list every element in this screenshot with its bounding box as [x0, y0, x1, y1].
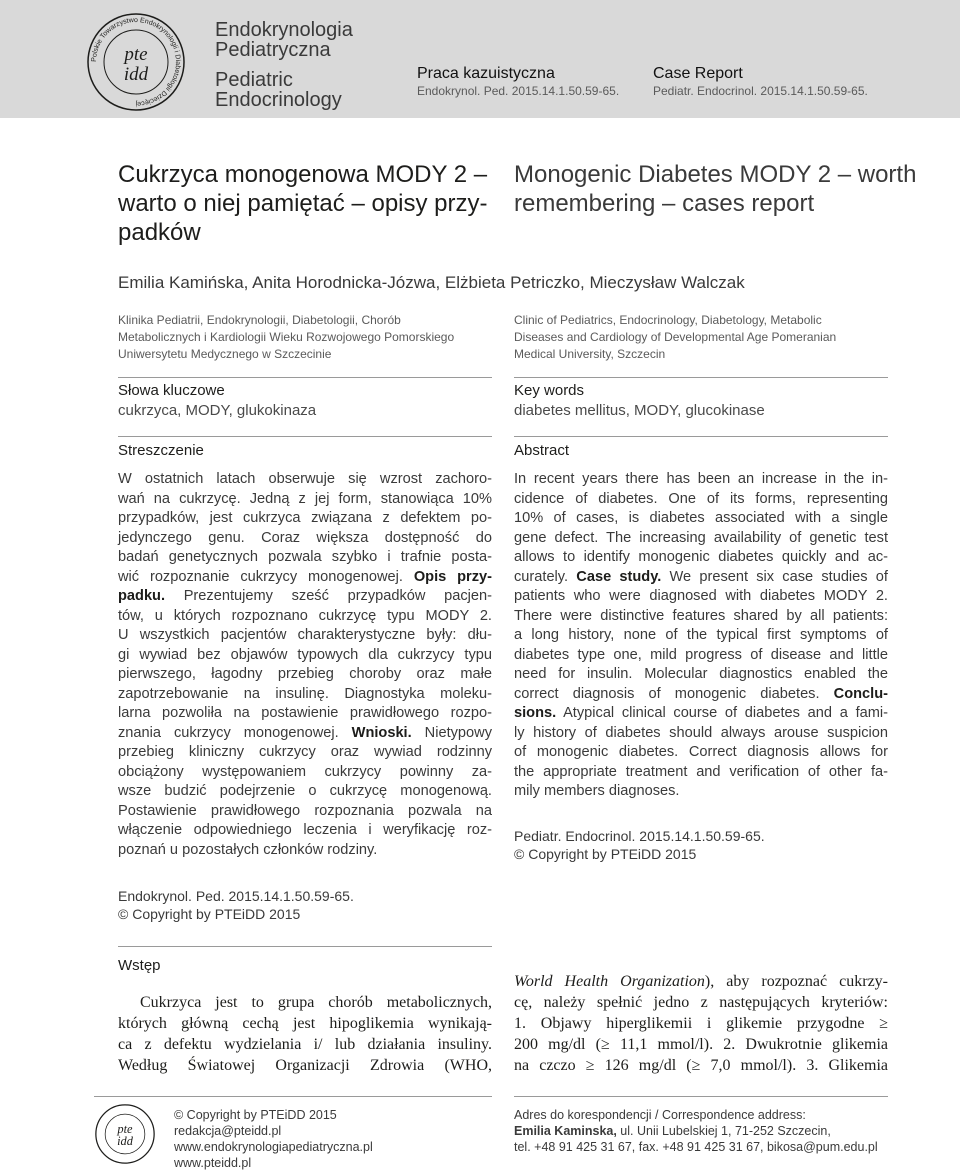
correspondence-street: ul. Unii Lubelskiej 1, 71-252 Szczecin, — [616, 1124, 831, 1138]
abstract-fragment: Prezentujemy sześć przypadków pacjen- — [183, 588, 492, 604]
section-label-conclusions: sions. — [514, 705, 557, 721]
pteidd-logo-small — [94, 1103, 156, 1165]
body-line: na czczo ≥ 126 mg/dl (≥ 7,0 mmol/l). 3. Glikemia — [514, 1057, 888, 1074]
abstract-line: włączenie odpowiedniego leczenia i weryfikację roz- — [118, 822, 492, 838]
abstract-line: zapotrzebowanie na insulinę. Diagnostyka moleku- — [118, 685, 492, 702]
abstract-line: poznań u pozostałych członków rodziny. — [118, 841, 378, 858]
body-line: ca z defektu wydzielania i/ lub działania insuliny. — [118, 1036, 492, 1053]
abstract-line: tów, u których rozpoznano cukrzycę typu MODY 2. — [118, 607, 492, 624]
abstract-line: gene defect. The increasing availability of genetic test — [514, 529, 888, 546]
abstract-line: badań genetycznych pozwala szybko i trafnie posta- — [118, 549, 492, 565]
copyright-line: © Copyright by PTEiDD 2015 — [514, 846, 697, 862]
divider — [118, 436, 492, 437]
abstract-en-heading: Abstract — [514, 442, 570, 459]
section-label-conclusions: Conclu- — [833, 685, 888, 702]
affiliation-line: Klinika Pediatrii, Endokrynologii, Diabetologii, Chorób — [118, 313, 401, 327]
abstract-fragment: wić rozpoznanie cukrzycy monogenowej. — [118, 568, 403, 585]
divider — [514, 1096, 888, 1097]
intro-text-right — [514, 971, 888, 1076]
abstract-line: przypadków, jest cukrzyca związana z defektem po- — [118, 510, 492, 526]
citation-line: Endokrynol. Ped. 2015.14.1.50.59-65. — [118, 888, 354, 904]
keywords-pl-label: Słowa kluczowe — [118, 382, 225, 399]
abstract-fragment: curately. — [514, 568, 569, 585]
abstract-line: patients who were diagnosed with diabetes MODY 2. — [514, 588, 888, 604]
abstract-line: pierwszego, łagodny przebieg choroby oraz małe — [118, 666, 492, 682]
body-line: cę, należy spełnić jedno z następujących kryteriów: — [514, 994, 888, 1011]
divider — [118, 946, 492, 947]
article-type-en-label: Case Report — [653, 65, 743, 82]
abstract-line: diabetes type one, mild progress of disease and little — [514, 646, 888, 663]
abstract-line: mily members diagnoses. — [514, 783, 680, 799]
section-label-case: padku. — [118, 588, 166, 604]
abstract-line: wsze budzić podejrzenie o cukrzycę monogenową. — [118, 783, 492, 799]
body-line: Cukrzyca jest to grupa chorób metabolicznych, — [140, 994, 492, 1011]
divider — [514, 436, 888, 437]
who-name: World Health Organization — [514, 973, 705, 990]
section-label-case: Case study. — [576, 568, 662, 585]
abstract-fragment: Atypical clinical course of diabetes and a fami- — [563, 705, 888, 721]
abstract-line: W ostatnich latach obserwuje się wzrost zachoro- — [118, 471, 492, 487]
abstract-line — [118, 724, 492, 744]
body-fragment: ), aby rozpoznać cukrzy- — [704, 973, 888, 990]
article-citation-pl: Endokrynol. Ped. 2015.14.1.50.59-65. — [417, 84, 620, 98]
affiliation-en — [514, 312, 836, 363]
abstract-fragment: Nietypowy — [424, 724, 492, 741]
abstract-fragment: znania cukrzycy monogenowej. — [118, 724, 339, 741]
title-pl-line: warto o niej pamiętać – opisy przy- — [118, 190, 488, 217]
journal-title-en-2: Endocrinology — [215, 89, 342, 111]
abstract-line: jedynczego genu. Coraz większa dostępność do — [118, 529, 492, 546]
abstract-line — [118, 587, 492, 607]
correspondence-line — [514, 1123, 878, 1139]
abstract-line: There were distinctive features shared by all patients: — [514, 607, 888, 624]
footer-website-link[interactable]: www.pteidd.pl — [174, 1156, 252, 1170]
intro-heading: Wstęp — [118, 957, 161, 974]
abstract-line — [514, 568, 888, 588]
journal-header — [0, 0, 960, 118]
copyright-line: © Copyright by PTEiDD 2015 — [118, 906, 301, 922]
section-label-conclusions: Wnioski. — [351, 724, 412, 741]
keywords-en-label: Key words — [514, 382, 585, 399]
journal-title — [215, 20, 353, 110]
abstract-fragment: correct diagnosis of monogenic diabetes. — [514, 685, 820, 702]
divider — [514, 377, 888, 378]
abstract-line: U wszystkich pacjentów charakterystyczne były: dłu- — [118, 627, 492, 643]
article-title-en — [514, 160, 934, 218]
abstract-line: przebieg kliniczny cukrzycy oraz wywiad rodzinny — [118, 744, 492, 760]
affiliation-line: Medical University, Szczecin — [514, 347, 666, 361]
title-pl-line: Cukrzyca monogenowa MODY 2 – — [118, 161, 488, 188]
author-list: Emilia Kamińska, Anita Horodnicka-Józwa, Elżbieta Petriczko, Mieczysław Walczak — [118, 273, 745, 292]
footer-copyright: © Copyright by PTEiDD 2015 — [174, 1108, 337, 1122]
abstract-line: obciążony występowaniem cukrzycy powinny za- — [118, 763, 492, 780]
abstract-line: of monogenic diabetes. Correct diagnosis allows for — [514, 744, 888, 760]
title-en-line: Monogenic Diabetes MODY 2 – worth — [514, 161, 917, 188]
affiliation-line: Clinic of Pediatrics, Endocrinology, Diabetology, Metabolic — [514, 313, 822, 327]
body-line: 200 mg/dl (≥ 11,1 mmol/l). 2. Dwukrotnie glikemia — [514, 1036, 888, 1053]
affiliation-line: Metabolicznych i Kardiologii Wieku Rozwojowego Pomorskiego — [118, 330, 455, 344]
article-title-pl — [118, 160, 498, 247]
abstract-line: In recent years there has been an increase in the in- — [514, 471, 888, 487]
abstract-line: need for insulin. Molecular diagnostics enabled the — [514, 666, 888, 682]
affiliation-line: Diseases and Cardiology of Developmental Age Pomeranian — [514, 330, 837, 344]
citation-en-block — [514, 827, 765, 863]
abstract-line — [118, 568, 492, 588]
svg-text:idd: idd — [123, 64, 149, 85]
citation-pl-block — [118, 887, 354, 923]
abstract-line: wań na cukrzycę. Jedną z jej form, stanowiąca 10% — [118, 490, 492, 507]
keywords-pl-text: cukrzyca, MODY, glukokinaza — [118, 402, 317, 419]
abstract-fragment: We present six case studies of — [669, 568, 888, 585]
body-line — [514, 971, 888, 992]
body-line: Według Światowej Organizacji Zdrowia (WHO, — [118, 1057, 492, 1074]
abstract-line — [514, 704, 888, 724]
divider — [118, 377, 492, 378]
article-type-pl — [417, 64, 619, 99]
title-pl-line: padków — [118, 219, 201, 246]
svg-text:Polskie Towarzystwo Endokrynol: Polskie Towarzystwo Endokrynologii i Diabetologii Dziecięcej — [90, 16, 182, 108]
footer-email-link[interactable]: redakcja@pteidd.pl — [174, 1124, 282, 1138]
abstract-line: 10% of cases, is diabetes associated with a single — [514, 510, 888, 526]
svg-text:idd: idd — [117, 1134, 133, 1149]
abstract-pl-text — [118, 470, 492, 860]
affiliation-pl — [118, 312, 454, 363]
article-type-en — [653, 64, 868, 99]
journal-title-pl-1: Endokrynologia — [215, 19, 353, 41]
abstract-line: Postawienie prawidłowego rozpoznania pozwala na — [118, 802, 492, 819]
correspondence-label: Adres do korespondencji / Correspondence address: — [514, 1108, 806, 1122]
article-citation-en: Pediatr. Endocrinol. 2015.14.1.50.59-65. — [653, 84, 868, 98]
affiliation-line: Uniwersytetu Medycznego w Szczecinie — [118, 347, 332, 361]
correspondence-name: Emilia Kaminska, — [514, 1124, 617, 1138]
abstract-line: ly history of diabetes should always arouse suspicion — [514, 724, 888, 741]
svg-text:pte: pte — [124, 44, 148, 65]
abstract-line: a long history, none of the typical first symptoms of — [514, 627, 888, 643]
pteidd-logo — [86, 12, 186, 112]
correspondence-phone-email: tel. +48 91 425 31 67, fax. +48 91 425 31 67, bikosa@pum.edu.pl — [514, 1140, 878, 1154]
abstract-en-text — [514, 470, 888, 802]
footer-contact — [174, 1107, 373, 1171]
divider — [94, 1096, 492, 1097]
body-line: których główną cechą jest hipoglikemia wynikają- — [118, 1015, 492, 1032]
abstract-line: the appropriate treatment and verification of other fa- — [514, 763, 888, 780]
abstract-line — [514, 685, 888, 705]
article-type-pl-label: Praca kazuistyczna — [417, 65, 555, 82]
abstract-line: larna pozwoliła na postawienie prawidłowego rozpo- — [118, 705, 492, 721]
keywords-en-text: diabetes mellitus, MODY, glucokinase — [514, 402, 765, 419]
section-label-case: Opis przy- — [413, 568, 492, 585]
abstract-line: allows to identify monogenic diabetes quickly and ac- — [514, 549, 888, 565]
abstract-line: gi wywiad bez objawów typowych dla cukrzycy typu — [118, 646, 492, 663]
citation-line: Pediatr. Endocrinol. 2015.14.1.50.59-65. — [514, 828, 765, 844]
svg-text:pte: pte — [117, 1121, 133, 1136]
body-line: 1. Objawy hiperglikemii i glikemie przygodne ≥ — [514, 1015, 888, 1032]
journal-title-en-1: Pediatric — [215, 69, 293, 91]
title-en-line: remembering – cases report — [514, 190, 815, 217]
abstract-pl-heading: Streszczenie — [118, 442, 204, 459]
abstract-line: cidence of diabetes. One of its forms, representing — [514, 490, 888, 507]
correspondence-address — [514, 1107, 878, 1155]
footer-website-link[interactable]: www.endokrynologiapediatryczna.pl — [174, 1140, 373, 1154]
intro-text-left — [118, 992, 492, 1076]
journal-title-pl-2: Pediatryczna — [215, 39, 331, 61]
